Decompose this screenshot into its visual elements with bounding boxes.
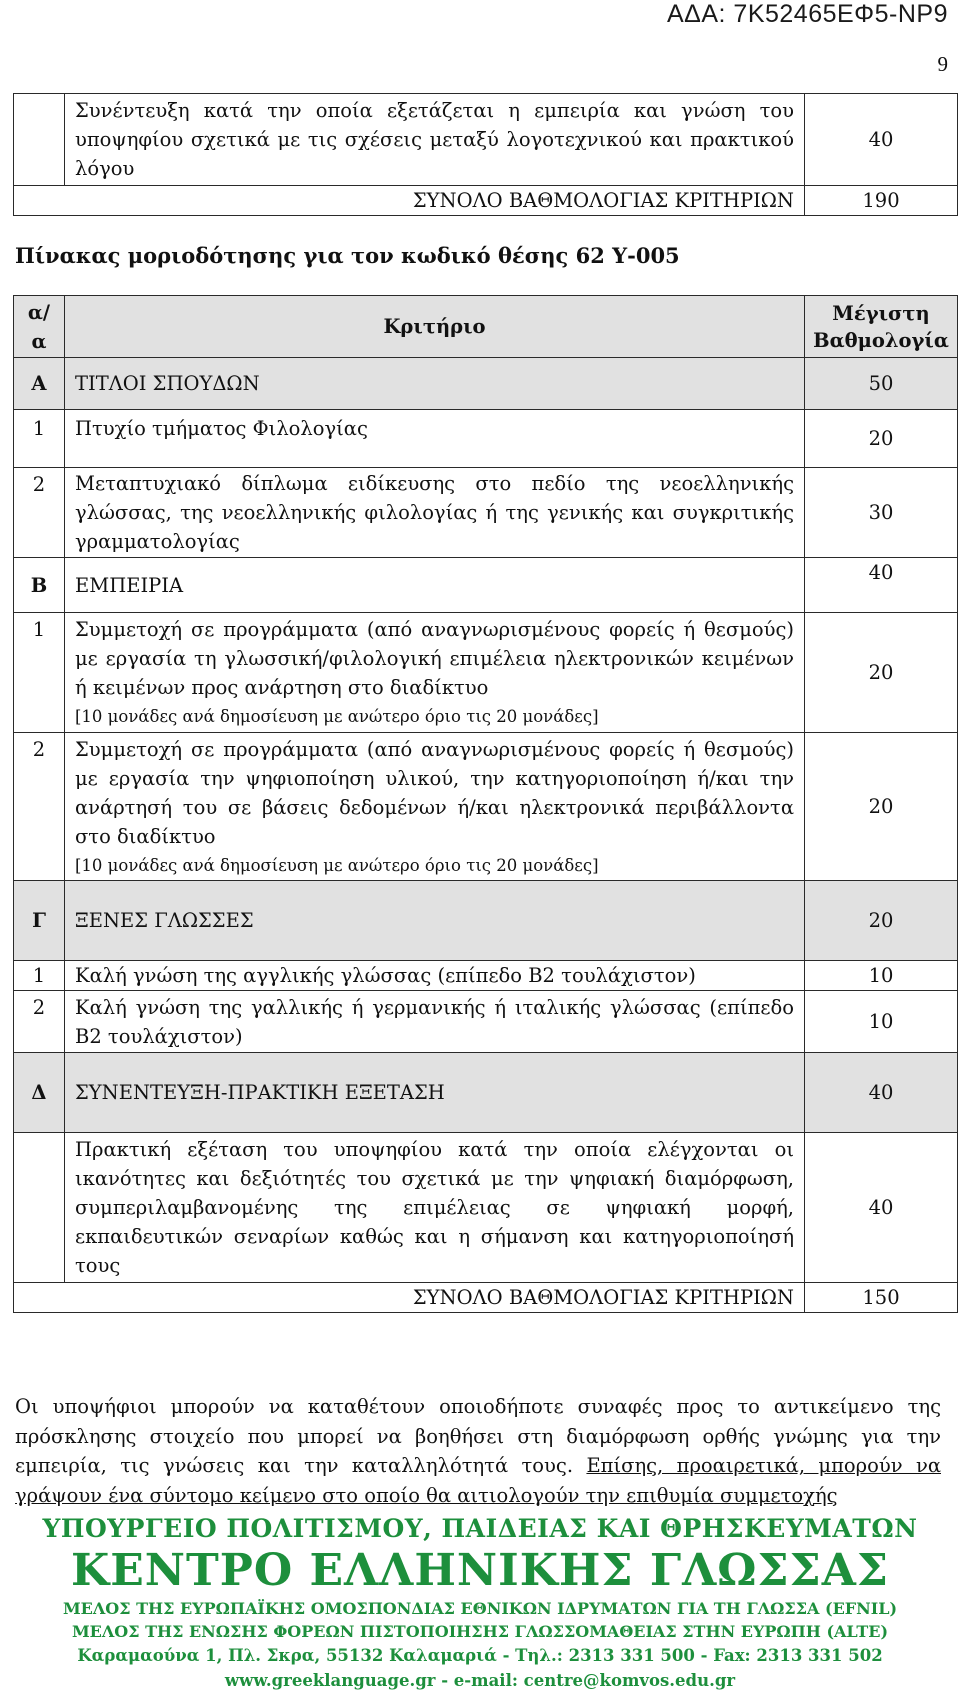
row-code — [14, 94, 65, 186]
row-note: [10 μονάδες ανά δημοσίευση με ανώτερο όριο τις 20 μονάδες] — [75, 856, 599, 875]
section-code: Γ — [14, 881, 65, 961]
row-criterion: Μεταπτυχιακό δίπλωμα ειδίκευσης στο πεδίο της νεοελληνικής γλώσσας, της νεοελληνικής φιλολογίας ή της γενικής και συγκριτικής γραμματολογίας — [65, 468, 805, 558]
section-row — [14, 558, 958, 613]
section-row — [14, 1053, 958, 1133]
alte-membership: ΜΕΛΟΣ ΤΗΣ ΕΝΩΣΗΣ ΦΟΡΕΩΝ ΠΙΣΤΟΠΟΙΗΣΗΣ ΓΛΩΣΣΟΜΑΘΕΙΑΣ ΣΤΗΝ ΕΥΡΩΠΗ (ALTE) — [71, 1622, 889, 1641]
section-score: 40 — [805, 1053, 958, 1133]
page-number: 9 — [937, 52, 948, 76]
row-score: 40 — [805, 1133, 958, 1283]
total-label: ΣΥΝΟΛΟ ΒΑΘΜΟΛΟΓΙΑΣ ΚΡΙΤΗΡΙΩΝ — [14, 1283, 805, 1313]
row-score: 10 — [805, 991, 958, 1053]
section-code: Α — [14, 358, 65, 410]
table-row — [14, 410, 958, 468]
row-code: 2 — [14, 733, 65, 881]
row-criterion: Συμμετοχή σε προγράμματα (από αναγνωρισμένους φορείς ή θεσμούς) με εργασία την ψηφιοποίηση υλικού, την κατηγοριοποίηση ή/και την ανάρτησή του σε βάσεις δεδομένων ή/και ηλεκτρονικά περιβάλλοντα στο διαδίκτυο — [75, 738, 794, 848]
closing-underlined-text: Επίσης, προαιρετικά, μπορούν να γράψουν ένα σύντομο κείμενο στο οποίο θα αιτιολογούν την επιθυμία συμμετοχής — [15, 1454, 941, 1507]
centre-name: ΚΕΝΤΡΟ ΕΛΛΗΝΙΚΗΣ ΓΛΩΣΣΑΣ — [71, 1545, 889, 1596]
section-label: ΤΙΤΛΟΙ ΣΠΟΥΔΩΝ — [65, 358, 805, 410]
row-code: 1 — [14, 410, 65, 468]
previous-table — [13, 93, 958, 216]
row-code — [14, 1133, 65, 1283]
table-row — [14, 1133, 958, 1283]
row-criterion: Καλή γνώση της αγγλικής γλώσσας (επίπεδο Β2 τουλάχιστον) — [65, 961, 805, 991]
column-header-max-score: Μέγιστη Βαθμολογία — [805, 296, 958, 358]
table-header-row — [14, 296, 958, 358]
ministry-name: ΥΠΟΥΡΓΕΙΟ ΠΟΛΙΤΙΣΜΟΥ, ΠΑΙΔΕΙΑΣ ΚΑΙ ΘΡΗΣΚΕΥΜΑΤΩΝ — [42, 1514, 918, 1543]
table-row — [14, 961, 958, 991]
total-value: 190 — [805, 186, 958, 216]
row-criterion: Καλή γνώση της γαλλικής ή γερμανικής ή ιταλικής γλώσσας (επίπεδο Β2 τουλάχιστον) — [65, 991, 805, 1053]
section-code: Β — [14, 558, 65, 613]
column-header-aa: α/α — [14, 296, 65, 358]
table-caption: Πίνακας μοριοδότησης για τον κωδικό θέσης 62 Υ-005 — [15, 243, 680, 268]
total-row — [14, 186, 958, 216]
table-row — [14, 94, 958, 186]
column-header-criterion: Κριτήριο — [65, 296, 805, 358]
table-row — [14, 733, 958, 881]
section-score: 50 — [805, 358, 958, 410]
total-label: ΣΥΝΟΛΟ ΒΑΘΜΟΛΟΓΙΑΣ ΚΡΙΤΗΡΙΩΝ — [14, 186, 805, 216]
row-score: 20 — [805, 613, 958, 733]
section-score: 20 — [805, 881, 958, 961]
table-row — [14, 468, 958, 558]
ada-code: ΑΔΑ: 7Κ52465ΕΦ5-ΝΡ9 — [666, 0, 948, 28]
row-code: 2 — [14, 468, 65, 558]
section-row — [14, 358, 958, 410]
contact-line: www.greeklanguage.gr - e-mail: centre@komvos.edu.gr — [224, 1671, 736, 1690]
row-criterion: Πτυχίο τμήματος Φιλολογίας — [65, 410, 805, 468]
total-row — [14, 1283, 958, 1313]
section-code: Δ — [14, 1053, 65, 1133]
row-criterion: Συμμετοχή σε προγράμματα (από αναγνωρισμένους φορείς ή θεσμούς) με εργασία τη γλωσσική/φιλολογική επιμέλεια ηλεκτρονικών κειμένων ή κειμένων προς ανάρτηση στο διαδίκτυο — [75, 618, 794, 699]
row-score: 30 — [805, 468, 958, 558]
total-value: 150 — [805, 1283, 958, 1313]
table-row — [14, 991, 958, 1053]
row-code: 1 — [14, 613, 65, 733]
row-score: 40 — [805, 94, 958, 186]
row-score: 20 — [805, 733, 958, 881]
address-line: Καραμαούνα 1, Πλ. Σκρα, 55132 Καλαμαριά - Τηλ.: 2313 331 500 - Fax: 2313 331 502 — [77, 1646, 883, 1665]
closing-paragraph — [15, 1392, 941, 1510]
row-criterion: Πρακτική εξέταση του υποψηφίου κατά την οποία ελέγχονται οι ικανότητες και δεξιότητές του σχετικά με την ψηφιακή διαμόρφωση, συμπεριλαμβανομένης της επιμέλειας σε ψηφιακή μορφή, εκπαιδευτικών σεναρίων καθώς και η σήμανση και κατηγοριοποίησή τους — [65, 1133, 805, 1283]
section-label: ΣΥΝΕΝΤΕΥΞΗ-ΠΡΑΚΤΙΚΗ ΕΞΕΤΑΣΗ — [65, 1053, 805, 1133]
row-code: 1 — [14, 961, 65, 991]
section-label: ΕΜΠΕΙΡΙΑ — [65, 558, 805, 613]
scoring-table — [13, 295, 958, 1313]
section-row — [14, 881, 958, 961]
efnil-membership: ΜΕΛΟΣ ΤΗΣ ΕΥΡΩΠΑΪΚΗΣ ΟΜΟΣΠΟΝΔΙΑΣ ΕΘΝΙΚΩΝ ΙΔΡΥΜΑΤΩΝ ΓΙΑ ΤΗ ΓΛΩΣΣΑ (EFNIL) — [62, 1599, 898, 1618]
section-score: 40 — [805, 558, 958, 613]
section-label: ΞΕΝΕΣ ΓΛΩΣΣΕΣ — [65, 881, 805, 961]
row-criterion: Συνέντευξη κατά την οποία εξετάζεται η εμπειρία και γνώση του υποψηφίου σχετικά με τις σχέσεις μεταξύ λογοτεχνικού και πρακτικού λόγου — [65, 94, 805, 186]
row-code: 2 — [14, 991, 65, 1053]
row-score: 20 — [805, 410, 958, 468]
institution-footer — [30, 1512, 930, 1693]
row-score: 10 — [805, 961, 958, 991]
row-note: [10 μονάδες ανά δημοσίευση με ανώτερο όριο τις 20 μονάδες] — [75, 707, 599, 726]
closing-text: Οι υποψήφιοι μπορούν να καταθέτουν οποιοδήποτε συναφές προς το αντικείμενο της πρόσκλησης στοιχείο που μπορεί να βοηθήσει στη διαμόρφωση ορθής γνώμης για την εμπειρία, τις γνώσεις και την καταλληλότητά τους. — [15, 1395, 941, 1477]
table-row — [14, 613, 958, 733]
